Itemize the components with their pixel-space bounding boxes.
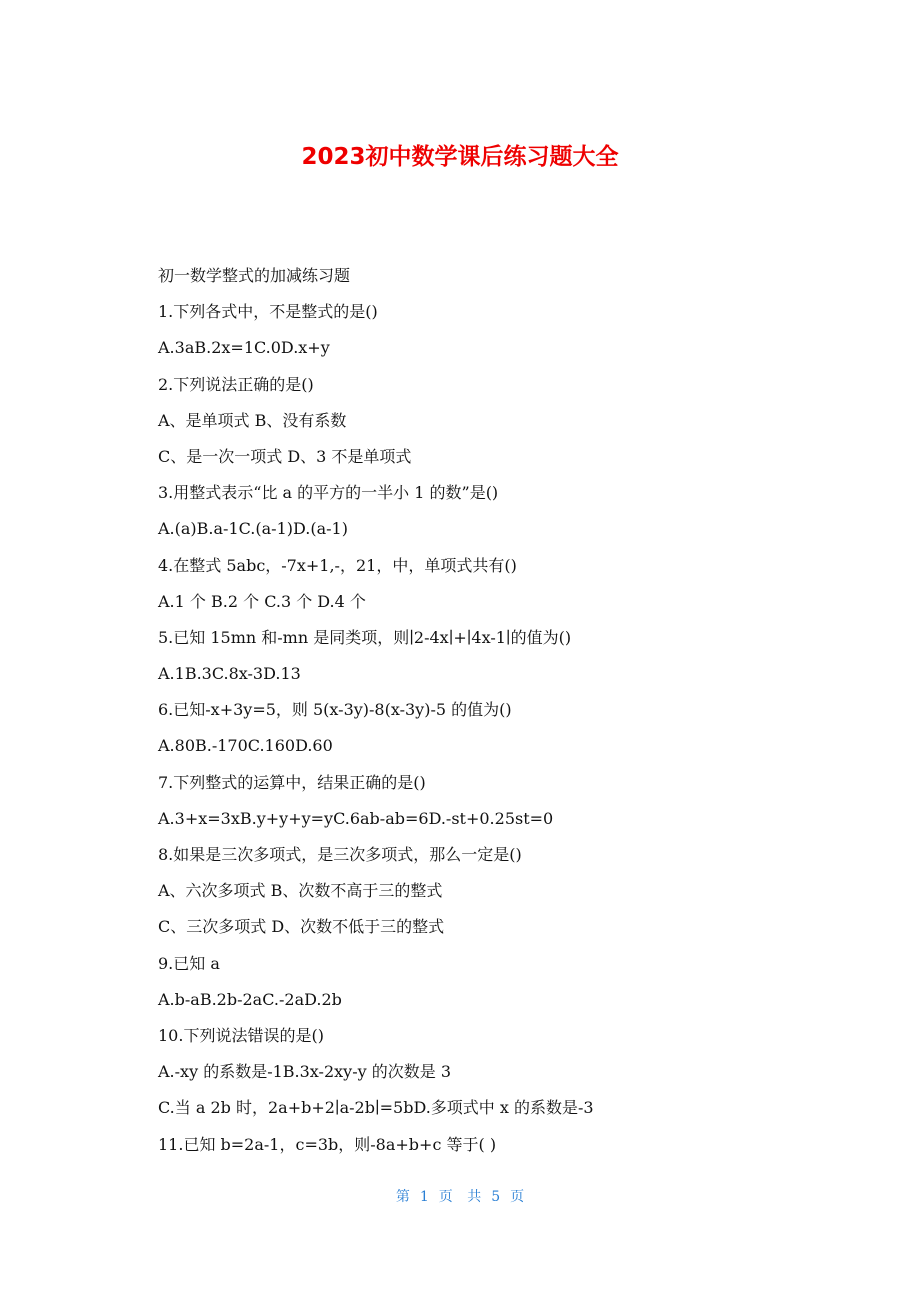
question-11: 11.已知 b=2a-1，c=3b，则-8a+b+c 等于( ) — [158, 1134, 497, 1154]
question-1: 1.下列各式中，不是整式的是() — [158, 302, 378, 322]
question-1-options: A.3aB.2x=1C.0D.x+y — [158, 338, 330, 358]
question-2-options-cd: C、是一次一项式 D、3 不是单项式 — [158, 446, 412, 466]
question-8: 8.如果是三次多项式，是三次多项式，那么一定是() — [158, 845, 522, 864]
page-footer — [0, 1186, 920, 1208]
document-body — [158, 258, 798, 1163]
question-10-options-cd: C.当 a 2b 时，2a+b+2∣a-2b∣=5bD.多项式中 x 的系数是-3 — [158, 1098, 594, 1118]
page-current: 1 — [419, 1189, 429, 1205]
question-4: 4.在整式 5abc，-7x+1,-，21，中，单项式共有() — [158, 555, 517, 575]
question-4-options: A.1 个 B.2 个 C.3 个 D.4 个 — [158, 591, 366, 611]
question-2: 2.下列说法正确的是() — [158, 374, 314, 394]
question-10: 10.下列说法错误的是() — [158, 1025, 324, 1045]
question-8-options-cd: C、三次多项式 D、次数不低于三的整式 — [158, 917, 445, 937]
question-8-options-ab: A、六次多项式 B、次数不高于三的整式 — [158, 881, 443, 901]
question-7: 7.下列整式的运算中，结果正确的是() — [158, 772, 426, 792]
page-label: 第 — [395, 1189, 410, 1205]
section-heading: 初一数学整式的加减练习题 — [158, 266, 351, 285]
question-6-options: A.80B.-170C.160D.60 — [158, 736, 333, 756]
question-3: 3.用整式表示“比 a 的平方的一半小 1 的数”是() — [158, 483, 499, 503]
page-end: 页 — [510, 1189, 525, 1205]
page-mid: 页 共 — [438, 1189, 482, 1205]
question-2-options-ab: A、是单项式 B、没有系数 — [158, 410, 347, 430]
question-7-options: A.3+x=3xB.y+y+y=yC.6ab-ab=6D.-st+0.25st=0 — [158, 808, 554, 828]
question-6: 6.已知-x+3y=5，则 5(x-3y)-8(x-3y)-5 的值为() — [158, 700, 512, 720]
page-total: 5 — [491, 1189, 501, 1205]
question-5-options: A.1B.3C.8x-3D.13 — [158, 664, 301, 684]
question-10-options-ab: A.-xy 的系数是-1B.3x-2xy-y 的次数是 3 — [158, 1062, 451, 1082]
question-9-options: A.b-aB.2b-2aC.-2aD.2b — [158, 989, 342, 1009]
question-9: 9.已知 a — [158, 953, 220, 973]
question-3-options: A.(a)B.a-1C.(a-1)D.(a-1) — [158, 519, 348, 539]
page-title: 2023初中数学课后练习题大全 — [301, 144, 619, 170]
question-5: 5.已知 15mn 和-mn 是同类项，则∣2-4x∣+∣4x-1∣的值为() — [158, 627, 572, 647]
